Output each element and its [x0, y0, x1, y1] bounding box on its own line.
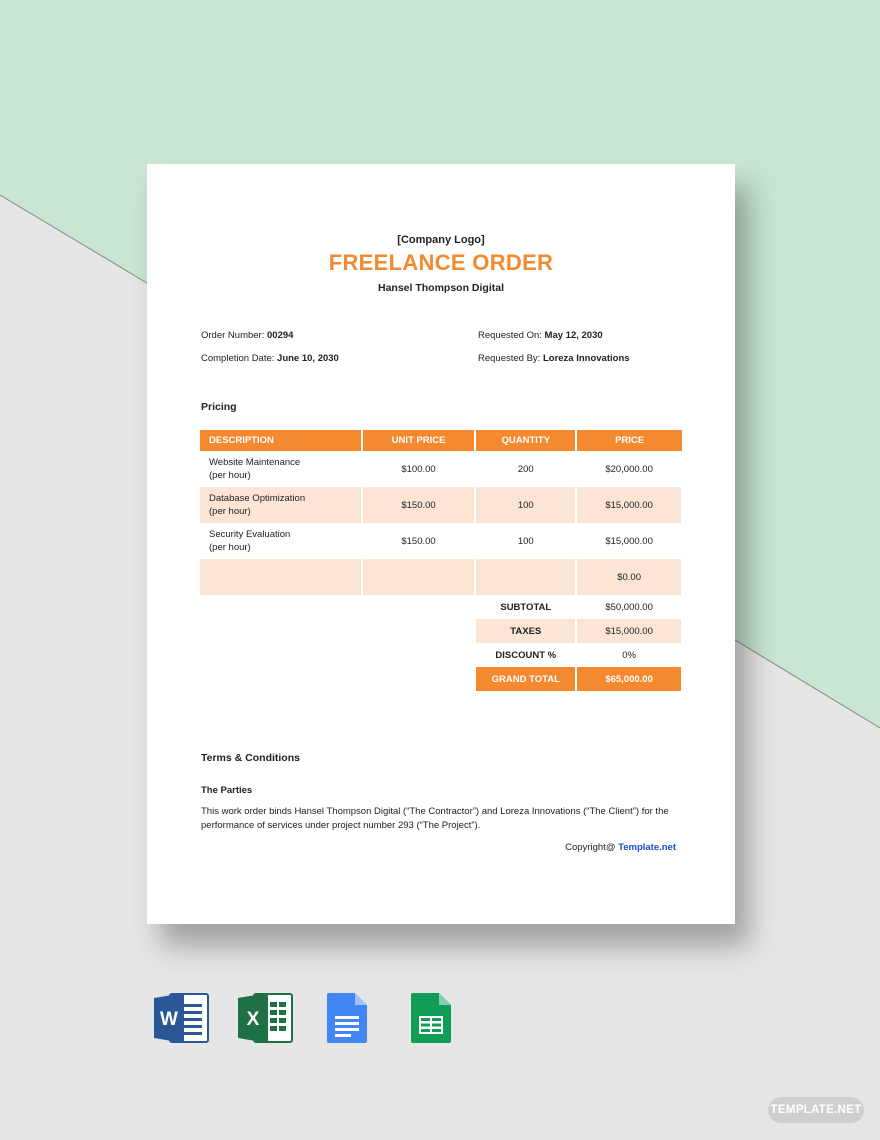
- row-unit-price: $100.00: [362, 451, 476, 487]
- table-row: [200, 559, 682, 595]
- description-line: Security Evaluation: [209, 529, 291, 540]
- row-unit-price: $150.00: [362, 487, 476, 523]
- header-price: PRICE: [576, 430, 682, 451]
- company-logo-placeholder: [Company Logo]: [397, 234, 485, 246]
- grand-total-row: [200, 667, 682, 691]
- description-line: Website Maintenance: [209, 457, 301, 468]
- blank-cell: [200, 667, 362, 691]
- copyright-brand: Template.net: [618, 842, 676, 853]
- blank-cell: [200, 643, 362, 667]
- google-docs-icon[interactable]: [326, 992, 368, 1044]
- row-quantity: 200: [475, 451, 576, 487]
- row-unit-price: $150.00: [362, 523, 476, 559]
- order-number-label: Order Number:: [201, 330, 265, 341]
- excel-icon[interactable]: [238, 992, 294, 1044]
- row-quantity: 100: [475, 487, 576, 523]
- document-title: FREELANCE ORDER: [328, 250, 554, 275]
- discount-value: 0%: [576, 643, 682, 667]
- row-unit-price: [362, 559, 476, 595]
- copyright-prefix: Copyright@: [565, 842, 619, 853]
- discount-label: DISCOUNT %: [475, 643, 576, 667]
- svg-text:X: X: [246, 1009, 260, 1030]
- description-unit: (per hour): [209, 470, 251, 481]
- template-net-badge[interactable]: TEMPLATE.NET: [768, 1097, 864, 1123]
- pricing-section-title: Pricing: [201, 401, 237, 413]
- row-price: $15,000.00: [576, 487, 682, 523]
- row-price: $20,000.00: [576, 451, 682, 487]
- svg-text:W: W: [160, 1009, 178, 1030]
- grand-total-label: GRAND TOTAL: [475, 667, 576, 691]
- requested-by: [478, 353, 630, 364]
- blank-cell: [362, 667, 476, 691]
- table-row: [200, 451, 682, 487]
- table-row: [200, 487, 682, 523]
- pricing-header-row: [200, 430, 682, 451]
- taxes-value: $15,000.00: [576, 619, 682, 643]
- row-description: [200, 559, 362, 595]
- grand-total-value: $65,000.00: [576, 667, 682, 691]
- subtotal-value: $50,000.00: [576, 595, 682, 619]
- row-description: [200, 523, 362, 559]
- row-quantity: 100: [475, 523, 576, 559]
- row-description: [200, 487, 362, 523]
- subtotal-label: SUBTOTAL: [475, 595, 576, 619]
- order-number-value: 00294: [267, 330, 294, 341]
- row-price: $15,000.00: [576, 523, 682, 559]
- row-price: $0.00: [576, 559, 682, 595]
- completion-date-label: Completion Date:: [201, 353, 275, 364]
- blank-cell: [362, 643, 476, 667]
- completion-date-value: June 10, 2030: [277, 353, 339, 364]
- requested-on: [478, 330, 603, 341]
- row-quantity: [475, 559, 576, 595]
- order-number: [201, 330, 293, 341]
- discount-row: [200, 643, 682, 667]
- requested-on-label: Requested On:: [478, 330, 542, 341]
- row-description: [200, 451, 362, 487]
- copyright-line: [565, 842, 676, 853]
- requested-on-value: May 12, 2030: [544, 330, 603, 341]
- description-unit: (per hour): [209, 506, 251, 517]
- pricing-table: [200, 430, 683, 691]
- parties-title: The Parties: [201, 785, 253, 796]
- taxes-label: TAXES: [475, 619, 576, 643]
- word-icon[interactable]: [154, 992, 210, 1044]
- header-quantity: QUANTITY: [475, 430, 576, 451]
- google-sheets-icon[interactable]: [410, 992, 452, 1044]
- header-description: DESCRIPTION: [200, 430, 362, 451]
- description-line: Database Optimization: [209, 493, 306, 504]
- blank-cell: [200, 619, 362, 643]
- completion-date: [201, 353, 339, 364]
- requested-by-value: Loreza Innovations: [542, 353, 630, 364]
- blank-cell: [362, 595, 476, 619]
- document-page: [147, 164, 735, 924]
- blank-cell: [200, 595, 362, 619]
- subtotal-row: [200, 595, 682, 619]
- terms-title: Terms & Conditions: [201, 752, 300, 764]
- requested-by-label: Requested By:: [478, 353, 541, 364]
- company-name: Hansel Thompson Digital: [377, 282, 504, 294]
- parties-text: This work order binds Hansel Thompson Digital (“The Contractor”) and Loreza Innovations (“The Client”) for the performance of services under project number 293 (“The Project”).: [201, 806, 669, 831]
- table-row: [200, 523, 682, 559]
- description-unit: (per hour): [209, 542, 251, 553]
- header-unit-price: UNIT PRICE: [362, 430, 476, 451]
- taxes-row: [200, 619, 682, 643]
- blank-cell: [362, 619, 476, 643]
